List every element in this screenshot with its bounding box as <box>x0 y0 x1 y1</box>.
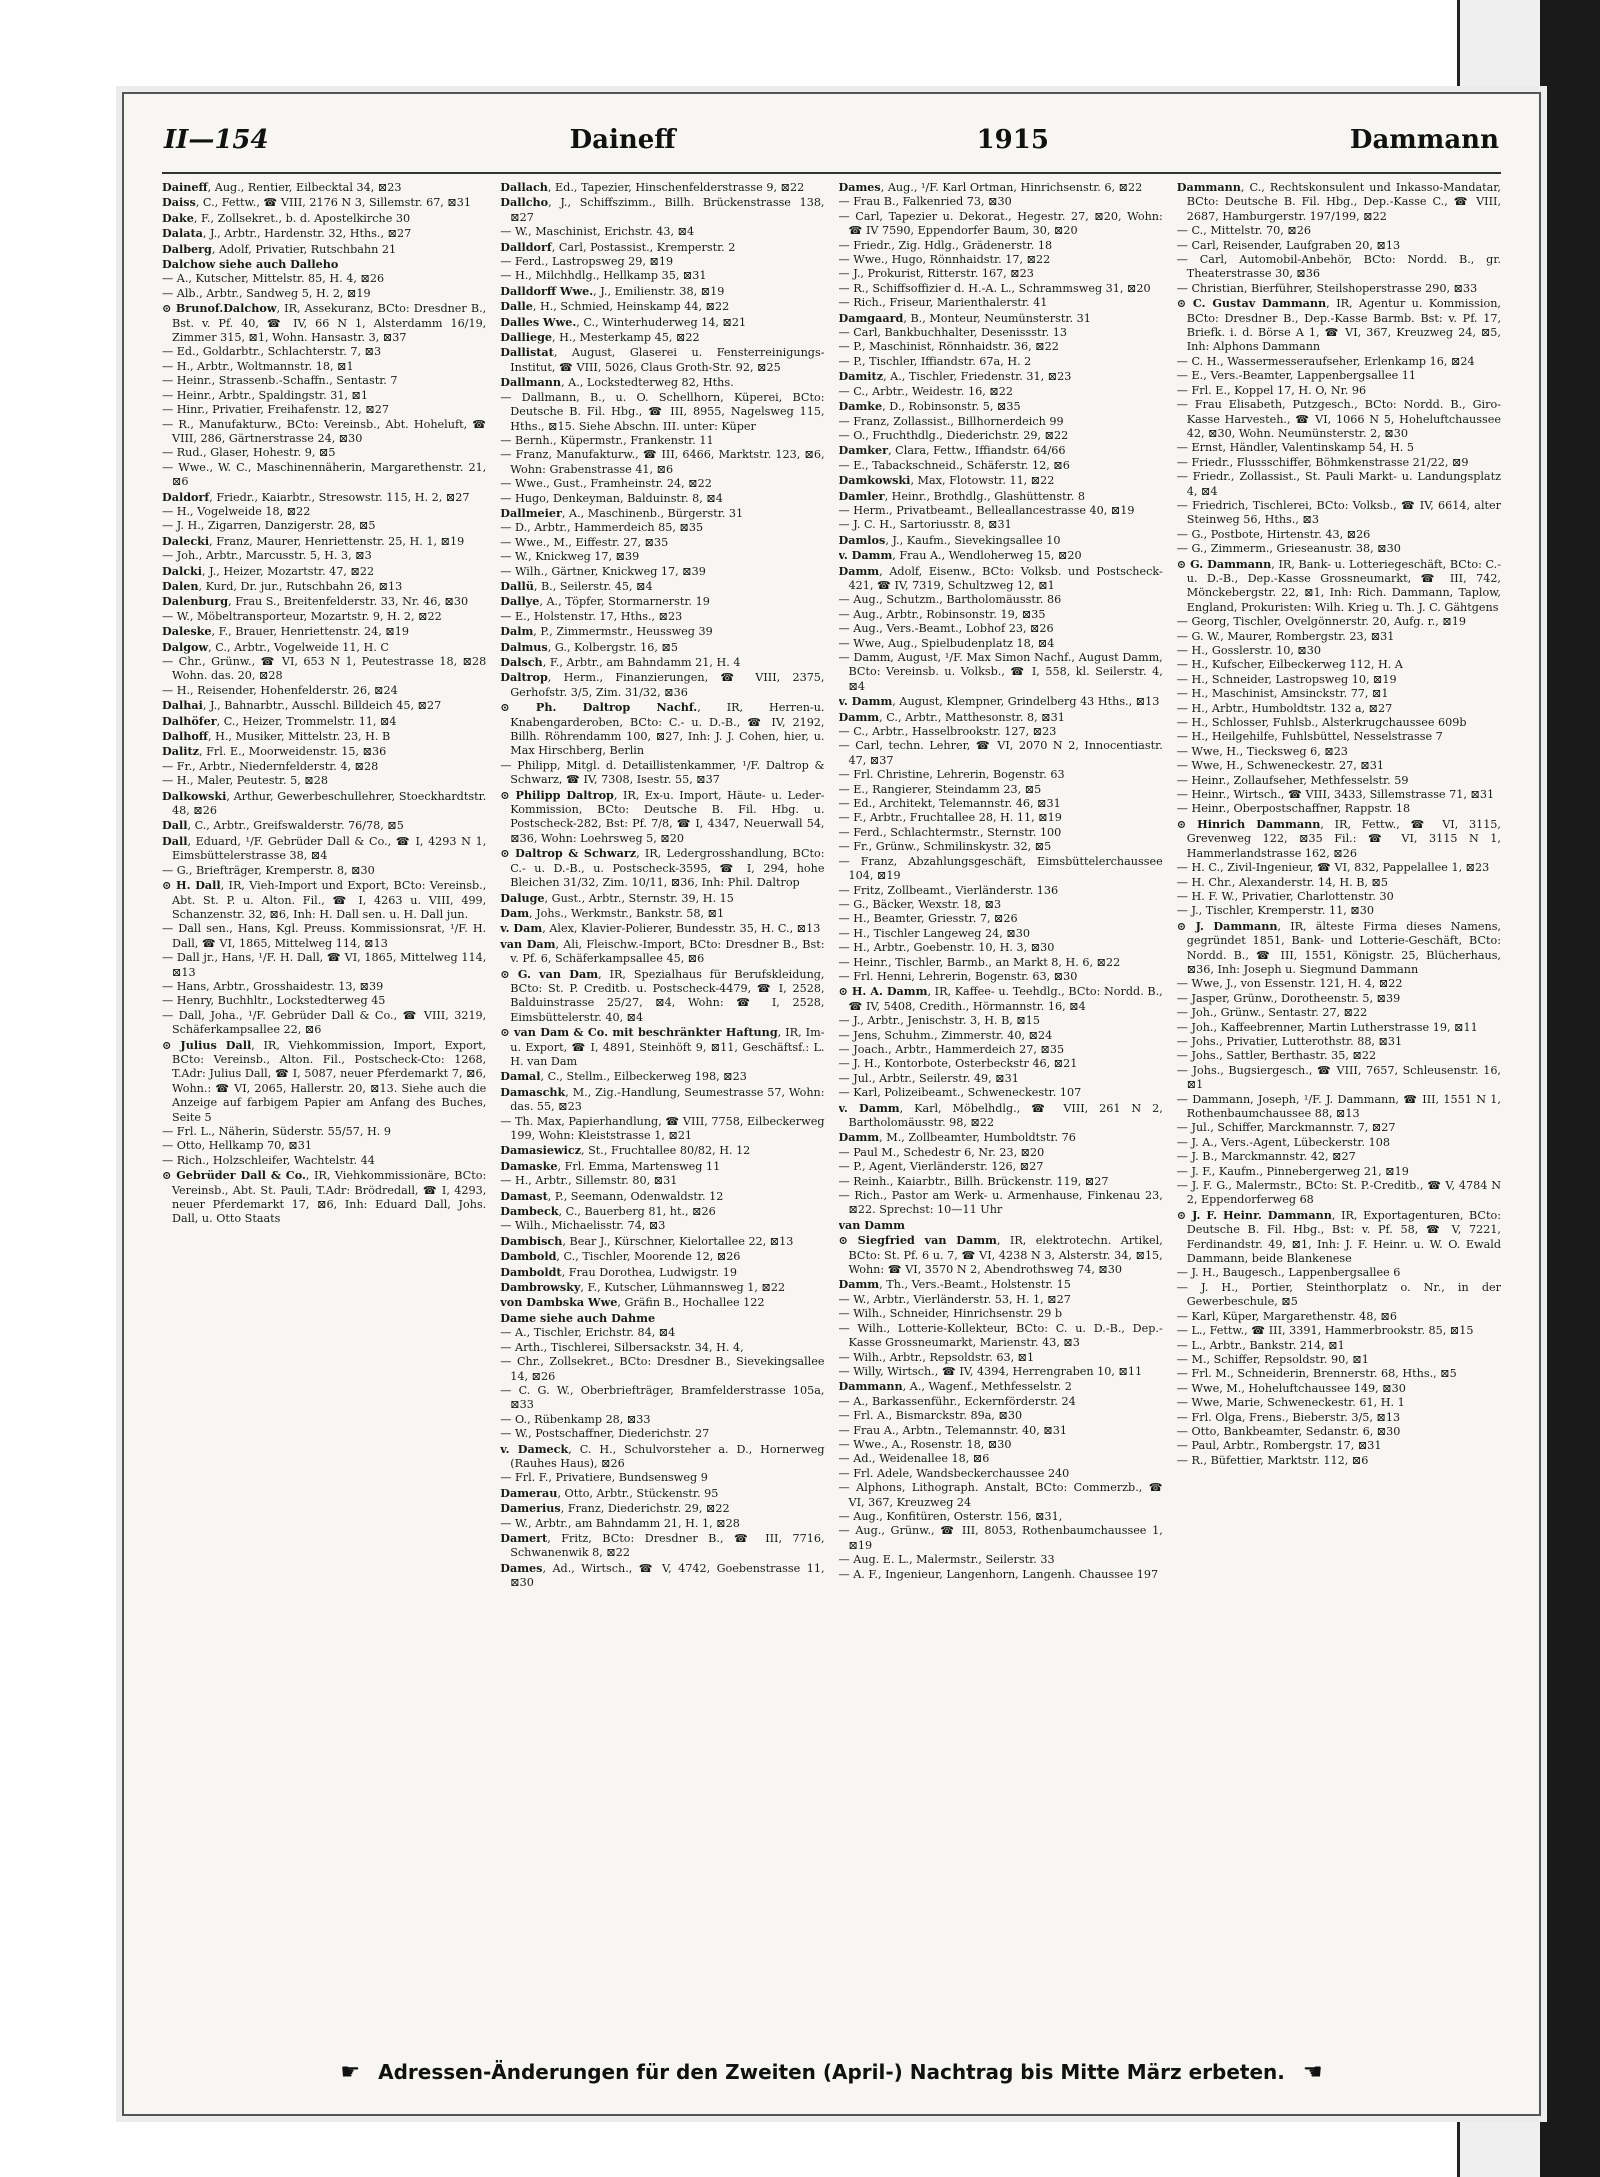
directory-entry: — Heinr., Zollaufseher, Methfesselstr. 59 <box>1176 773 1409 787</box>
directory-entry: Dames, Ad., Wirtsch., ☎ V, 4742, Goebenstrasse 11, ⊠30 <box>500 1560 825 1590</box>
directory-entry: — Chr., Grünw., ☎ VI, 653 N 1, Peutestrasse 18, ⊠28 Wohn. das. 20, ⊠28 <box>162 655 487 683</box>
directory-entry: — G., Briefträger, Kremperstr. 8, ⊠30 <box>162 863 375 877</box>
directory-entry: — A. F., Ingenieur, Langenhorn, Langenh. Chaussee 197 <box>838 1567 1159 1581</box>
directory-entry: — R., Büfettier, Marktstr. 112, ⊠6 <box>1176 1453 1369 1467</box>
directory-entry: Dammann, C., Rechtskonsulent und Inkasso-Mandatar, BCto: Deutsche B. Fil. Hbg., Dep.-Kasse C., ☎ VIII, 2687, Hamburgerstr. 197/199, ⊠22 <box>1176 180 1501 223</box>
directory-entry: — R., Schiffsoffizier d. H.-A. L., Schrammsweg 31, ⊠20 <box>838 281 1151 295</box>
directory-entry: ⊙ Philipp Daltrop, IR, Ex-u. Import, Häute- u. Leder-Kommission, BCto: Deutsche B. Fil. Hbg. u. Postscheck-282, Bst: Pf. 7/8, ☎ I, 4347, Neuerwall 54, ⊠36, Wohn: Loehrsweg 5, ⊠20 <box>500 787 825 845</box>
directory-entry: — H. Chr., Alexanderstr. 14, H. B, ⊠5 <box>1176 875 1389 889</box>
directory-entry: ⊙ Julius Dall, IR, Viehkommission, Import, Export, BCto: Vereinsb., Alton. Fil., Postscheck-Cto: 1268, T.Adr: Julius Dall, ☎ I, 5087, neuer Pferdemarkt 7, ⊠6, Wohn.: ☎ VI, 2065, Hallerstr. 20, ⊠13. Siehe auch die Anzeige auf farbigem Papier am Anfang des Buches, Seite 5 <box>162 1037 487 1124</box>
directory-entry: — Wwe, H., Schweneckestr. 27, ⊠31 <box>1176 759 1384 773</box>
directory-entry: — Aug., Arbtr., Robinsonstr. 19, ⊠35 <box>838 607 1046 621</box>
directory-entry: — C. H., Wassermesseraufseher, Erlenkamp 16, ⊠24 <box>1176 354 1475 368</box>
directory-entry: — Wwe, M., Hoheluftchaussee 149, ⊠30 <box>1176 1381 1406 1395</box>
directory-entry: ⊙ Daltrop & Schwarz, IR, Ledergrosshandlung, BCto: C.- u. D.-B., u. Postscheck-3595, ☎ I, 294, hohe Bleichen 31/32, Zim. 10/11, ⊠36, Inh: Phil. Daltrop <box>500 846 825 890</box>
directory-entry: — C., Arbtr., Weidestr. 16, ⊠22 <box>838 384 1013 398</box>
directory-entry: — Karl, Küper, Margarethenstr. 48, ⊠6 <box>1176 1309 1397 1323</box>
directory-entry: — W., Maschinist, Erichstr. 43, ⊠4 <box>500 225 695 239</box>
directory-entry: — Herm., Privatbeamt., Belleallancestrasse 40, ⊠19 <box>838 503 1135 517</box>
directory-entry: — Ferd., Lastropsweg 29, ⊠19 <box>500 255 674 269</box>
directory-entry: — Ferd., Schlachtermstr., Sternstr. 100 <box>838 825 1062 839</box>
directory-entry: — Heinr., Wirtsch., ☎ VIII, 3433, Sillemstrasse 71, ⊠31 <box>1176 788 1495 802</box>
directory-entry: ⊙ Ph. Daltrop Nachf., IR, Herren-u. Knabengarderoben, BCto: C.- u. D.-B., ☎ IV, 2192, Billh. Röhrendamm 100, ⊠27, Inh: J. J. Cohen, hier, u. Max Hirschberg, Berlin <box>500 700 825 758</box>
directory-entry: — Alb., Arbtr., Sandweg 5, H. 2, ⊠19 <box>162 286 371 300</box>
directory-entry: — W., Arbtr., am Bahndamm 21, H. 1, ⊠28 <box>500 1516 740 1530</box>
directory-entry: Damaske, Frl. Emma, Martensweg 11 <box>500 1158 721 1173</box>
directory-entry: — E., Vers.-Beamter, Lappenbergsallee 11 <box>1176 369 1417 383</box>
directory-entry: Dalata, J., Arbtr., Hardenstr. 32, Hths., ⊠27 <box>162 226 412 241</box>
directory-entry: — Aug., Konfitüren, Osterstr. 156, ⊠31, <box>838 1509 1063 1523</box>
directory-entry: — H., Maler, Peutestr. 5, ⊠28 <box>162 774 328 788</box>
directory-entry: — J. H., Portier, Steinthorplatz o. Nr., in der Gewerbeschule, ⊠5 <box>1176 1280 1501 1309</box>
directory-entry: — O., Rübenkamp 28, ⊠33 <box>500 1412 651 1426</box>
directory-entry: — Frau Elisabeth, Putzgesch., BCto: Nordd. B., Giro-Kasse Harvesteh., ☎ VI, 1066 N 5, Hoheluftchaussee 42, ⊠30, Wohn. Neumünsterstr. 2, ⊠30 <box>1176 398 1501 440</box>
header-year: 1915 <box>976 125 1049 155</box>
directory-entry: Daldorf, Friedr., Kaiarbtr., Stresowstr. 115, H. 2, ⊠27 <box>162 489 470 504</box>
directory-entry: — Wilh., Gärtner, Knickweg 17, ⊠39 <box>500 564 706 578</box>
directory-entry: Dallmann, A., Lockstedterweg 82, Hths. <box>500 375 734 390</box>
directory-entry: — Heinr., Arbtr., Spaldingstr. 31, ⊠1 <box>162 388 369 402</box>
directory-entry: Dalldorff Wwe., J., Emilienstr. 38, ⊠19 <box>500 283 725 298</box>
directory-entry: — H. C., Zivil-Ingenieur, ☎ VI, 832, Pappelallee 1, ⊠23 <box>1176 861 1490 875</box>
directory-entry: — Franz, Zollassist., Billhornerdeich 99 <box>838 414 1064 428</box>
directory-entry: — Franz, Manufakturw., ☎ III, 6466, Marktstr. 123, ⊠6, Wohn: Grabenstrasse 41, ⊠6 <box>500 448 825 476</box>
header-first-entry: Daineff <box>569 125 676 155</box>
directory-entry: — G. W., Maurer, Rombergstr. 23, ⊠31 <box>1176 629 1395 643</box>
directory-entry: — L., Fettw., ☎ III, 3391, Hammerbrookstr. 85, ⊠15 <box>1176 1324 1474 1338</box>
column-2 <box>500 180 824 2044</box>
directory-entry: — P., Maschinist, Rönnhaidstr. 36, ⊠22 <box>838 340 1059 354</box>
directory-entry: — H., Gosslerstr. 10, ⊠30 <box>1176 644 1322 657</box>
directory-entry: van Damm <box>838 1217 905 1232</box>
directory-entry: — E., Tabackschneid., Schäferstr. 12, ⊠6 <box>838 458 1070 472</box>
directory-entry: — O., Fruchthdlg., Diederichstr. 29, ⊠22 <box>838 428 1069 442</box>
directory-entry: — J. H., Kontorbote, Osterbeckstr 46, ⊠21 <box>838 1057 1078 1071</box>
directory-entry: ⊙ Brunof.Dalchow, IR, Assekuranz, BCto: Dresdner B., Bst. v. Pf. 40, ☎ IV, 66 N 1, Alsterdamm 16/19, Zimmer 315, ⊠1, Wohn. Hansastr. 3, ⊠37 <box>162 301 487 345</box>
directory-entry: — Heinr., Strassenb.-Schaffn., Sentastr. 7 <box>162 374 398 388</box>
directory-entry: Dalm, P., Zimmermstr., Heussweg 39 <box>500 624 713 639</box>
directory-entry: — Rich., Pastor am Werk- u. Armenhause, Finkenau 23, ⊠22. Sprechst: 10—11 Uhr <box>838 1189 1163 1217</box>
directory-entry: — Karl, Polizeibeamt., Schweneckestr. 107 <box>838 1086 1082 1100</box>
directory-entry: v. Dameck, C. H., Schulvorsteher a. D., Hornerweg (Rauhes Haus), ⊠26 <box>500 1441 825 1470</box>
directory-entry: — P., Agent, Vierländerstr. 126, ⊠27 <box>838 1160 1044 1174</box>
directory-entry: ⊙ J. F. Heinr. Dammann, IR, Exportagenturen, BCto: Deutsche B. Fil. Hbg., Bst: v. Pf. 58, ☎ V, 7221, Ferdinandstr. 49, ⊠1, Inh: J. F. Heinr. u. W. O. Ewald Dammann, beide Blankenese <box>1176 1207 1501 1266</box>
directory-entry: — Joh., Grünw., Sentastr. 27, ⊠22 <box>1176 1006 1368 1020</box>
directory-entry: Dames, Aug., ¹/F. Karl Ortman, Hinrichsenstr. 6, ⊠22 <box>838 180 1143 194</box>
directory-entry: Damm, C., Arbtr., Matthesonstr. 8, ⊠31 <box>838 709 1065 724</box>
directory-entry: — E., Holstenstr. 17, Hths., ⊠23 <box>500 609 683 623</box>
directory-entry: — Wwe, H., Tiecksweg 6, ⊠23 <box>1176 744 1348 758</box>
directory-entry: — Carl, Reisender, Laufgraben 20, ⊠13 <box>1176 238 1401 252</box>
directory-entry: — H., Arbtr., Woltmannstr. 18, ⊠1 <box>162 359 354 373</box>
directory-entry: — Bernh., Küpermstr., Frankenstr. 11 <box>500 433 714 447</box>
directory-entry: — Wwe., A., Rosenstr. 18, ⊠30 <box>838 1437 1012 1451</box>
page-header <box>164 116 1499 164</box>
directory-entry: — Dall jr., Hans, ¹/F. H. Dall, ☎ VI, 1865, Mittelweg 114, ⊠13 <box>162 951 487 979</box>
directory-entry: — H., Vogelweide 18, ⊠22 <box>162 504 311 518</box>
directory-entry: — Rich., Holzschleifer, Wachtelstr. 44 <box>162 1153 375 1167</box>
directory-entry: Dalldorf, Carl, Postassist., Kremperstr. 2 <box>500 239 736 254</box>
directory-entry: — Aug., Schutzm., Bartholomäusstr. 86 <box>838 593 1062 607</box>
directory-entry: — Frl. Olga, Frens., Bieberstr. 3/5, ⊠13 <box>1176 1410 1401 1424</box>
directory-entry: — A., Barkassenführ., Eckernförderstr. 24 <box>838 1394 1076 1408</box>
directory-entry: — Johs., Bugsiergesch., ☎ VIII, 7657, Schleusenstr. 16, ⊠1 <box>1176 1063 1501 1092</box>
directory-entry: — Georg, Tischler, Ovelgönnerstr. 20, Aufg. r., ⊠19 <box>1176 615 1466 629</box>
directory-entry: Damaschk, M., Zig.-Handlung, Seumestrasse 57, Wohn: das. 55, ⊠23 <box>500 1084 825 1114</box>
directory-entry: Damler, Heinr., Brothdlg., Glashüttenstr. 8 <box>838 488 1085 503</box>
directory-entry: ⊙ C. Gustav Dammann, IR, Agentur u. Kommission, BCto: Dresdner B., Dep.-Kasse Barmb. Bst: v. Pf. 17, Briefk. i. d. Börse A 1, ☎ VI, 367, Kreuzweg 24, ⊠5, Inh: Alphons Dammann <box>1176 296 1501 354</box>
directory-entry: — Wwe., M., Eiffestr. 27, ⊠35 <box>500 535 669 549</box>
directory-entry: Daineff, Aug., Rentier, Eilbecktal 34, ⊠23 <box>162 180 402 194</box>
directory-page <box>122 92 1541 2116</box>
directory-entry: Dalgow, C., Arbtr., Vogelweide 11, H. C <box>162 639 389 654</box>
directory-entry: Dammann, A., Wagenf., Methfesselstr. 2 <box>838 1379 1072 1394</box>
directory-entry: — J. C. H., Sartoriusstr. 8, ⊠31 <box>838 518 1012 532</box>
directory-entry: Damm, Adolf, Eisenw., BCto: Volksb. und Postscheck-421, ☎ IV, 7319, Schultzweg 12, ⊠1 <box>838 563 1163 592</box>
directory-entry: Daluge, Gust., Arbtr., Sternstr. 39, H. 15 <box>500 890 734 905</box>
directory-entry: Dallistat, August, Glaserei u. Fensterreinigungs-Institut, ☎ VIII, 5026, Claus Groth-Str. 92, ⊠25 <box>500 345 825 374</box>
directory-entry: — Damm, August, ¹/F. Max Simon Nachf., August Damm, BCto: Vereinsb. u. Volksb., ☎ I, 558, kl. Seilerstr. 4, ⊠4 <box>838 651 1163 693</box>
directory-entry: Dalles Wwe., C., Winterhuderweg 14, ⊠21 <box>500 314 747 329</box>
directory-entry: — H., Milchhdlg., Hellkamp 35, ⊠31 <box>500 269 707 283</box>
directory-entry: — Otto, Hellkamp 70, ⊠31 <box>162 1139 313 1153</box>
directory-entry: — Frau B., Falkenried 73, ⊠30 <box>838 195 1012 209</box>
directory-entry: — Wwe, J., von Essenstr. 121, H. 4, ⊠22 <box>1176 977 1403 991</box>
directory-entry: — C. G. W., Oberbriefträger, Bramfelderstrasse 105a, ⊠33 <box>500 1383 825 1412</box>
pointing-hand-right-icon: ☚ <box>1302 2059 1323 2085</box>
directory-entry: — R., Manufakturw., BCto: Vereinsb., Abt. Hoheluft, ☎ VIII, 286, Gärtnerstrasse 24, ⊠30 <box>162 417 487 445</box>
directory-entry: ⊙ Siegfried van Damm, IR, elektrotechn. Artikel, BCto: St. Pf. 6 u. 7, ☎ VI, 4238 N 3, Alsterstr. 34, ⊠15, Wohn: ☎ VI, 3570 N 2, Abendrothsweg 74, ⊠30 <box>838 1233 1163 1277</box>
directory-entry: — Friedr., Zollassist., St. Pauli Markt- u. Landungsplatz 4, ⊠4 <box>1176 470 1501 498</box>
directory-entry: — Frau A., Arbtn., Telemannstr. 40, ⊠31 <box>838 1423 1068 1437</box>
directory-entry: — Frl. Christine, Lehrerin, Bogenstr. 63 <box>838 768 1065 782</box>
directory-entry: — H. F. W., Privatier, Charlottenstr. 30 <box>1176 889 1394 903</box>
directory-entry: ⊙ J. Dammann, IR, älteste Firma dieses Namens, gegründet 1851, Bank- und Lotterie-Geschäft, BCto: Nordd. B., ☎ III, 1551, Königstr. 25, Blücherhaus, ⊠36, Inh: Joseph u. Siegmund Dammann <box>1176 918 1501 976</box>
directory-entry: Dalberg, Adolf, Privatier, Rutschbahn 21 <box>162 241 397 256</box>
directory-entry: Damgaard, B., Monteur, Neumünsterstr. 31 <box>838 310 1091 325</box>
directory-entry: — Arth., Tischlerei, Silbersackstr. 34, H. 4, <box>500 1340 744 1354</box>
directory-entry: Dallye, A., Töpfer, Stormarnerstr. 19 <box>500 594 710 609</box>
directory-entry: — Joh., Kaffeebrenner, Martin Lutherstrasse 19, ⊠11 <box>1176 1020 1478 1034</box>
directory-entry: — Frl. M., Schneiderin, Brennerstr. 68, Hths., ⊠5 <box>1176 1367 1457 1381</box>
directory-entry: Dalcki, J., Heizer, Mozartstr. 47, ⊠22 <box>162 563 375 578</box>
directory-entry: — Carl, Automobil-Anbehör, BCto: Nordd. B., gr. Theaterstrasse 30, ⊠36 <box>1176 253 1501 281</box>
directory-entry: Dallach, Ed., Tapezier, Hinschenfelderstrasse 9, ⊠22 <box>500 180 805 194</box>
directory-entry: — Chr., Zollsekret., BCto: Dresdner B., Sievekingsallee 14, ⊠26 <box>500 1355 825 1383</box>
directory-entry: — Johs., Privatier, Lutterothstr. 88, ⊠31 <box>1176 1034 1403 1048</box>
directory-entry: — H., Arbtr., Humboldtstr. 132 a, ⊠27 <box>1176 701 1393 715</box>
directory-entry: Dambeck, C., Bauerberg 81, ht., ⊠26 <box>500 1204 716 1219</box>
directory-entry: — Carl, Tapezier u. Dekorat., Hegestr. 27, ⊠20, Wohn: ☎ IV 7590, Eppendorfer Baum, 30, ⊠20 <box>838 209 1163 238</box>
directory-entry: Dalenburg, Frau S., Breitenfelderstr. 33, Nr. 46, ⊠30 <box>162 594 469 609</box>
directory-entry: — J. H., Baugesch., Lappenbergsallee 6 <box>1176 1266 1401 1280</box>
directory-entry: — Henry, Buchhltr., Lockstedterweg 45 <box>162 994 386 1008</box>
column-3 <box>839 180 1163 2044</box>
directory-entry: — C., Arbtr., Hasselbrookstr. 127, ⊠23 <box>838 725 1057 739</box>
directory-entry: — W., Arbtr., Vierländerstr. 53, H. 1, ⊠27 <box>838 1292 1071 1306</box>
directory-entry: Dall, Eduard, ¹/F. Gebrüder Dall & Co., ☎ I, 4293 N 1, Eimsbüttelerstrasse 38, ⊠4 <box>162 833 487 863</box>
directory-entry: Dambisch, Bear J., Kürschner, Kielortallee 22, ⊠13 <box>500 1233 794 1248</box>
directory-entry: — Dammann, Joseph, ¹/F. J. Dammann, ☎ III, 1551 N 1, Rothenbaumchaussee 88, ⊠13 <box>1176 1092 1501 1120</box>
directory-entry: Dalhöfer, C., Heizer, Trommelstr. 11, ⊠4 <box>162 713 397 728</box>
directory-entry: Dalecki, Franz, Maurer, Henriettenstr. 25, H. 1, ⊠19 <box>162 533 465 548</box>
directory-entry: — Aug., Vers.-Beamt., Lobhof 23, ⊠26 <box>838 622 1054 636</box>
directory-entry: — C., Mittelstr. 70, ⊠26 <box>1176 224 1311 238</box>
directory-entry: — Joh., Arbtr., Marcusstr. 5, H. 3, ⊠3 <box>162 549 372 563</box>
directory-entry: — Frl. Henni, Lehrerin, Bogenstr. 63, ⊠30 <box>838 969 1078 983</box>
directory-entry: Damast, P., Seemann, Odenwaldstr. 12 <box>500 1188 724 1203</box>
directory-entry: — Rud., Glaser, Hohestr. 9, ⊠5 <box>162 446 336 460</box>
column-1 <box>162 180 486 2044</box>
directory-entry: — Wwe., Hugo, Rönnhaidstr. 17, ⊠22 <box>838 253 1051 267</box>
directory-entry: — Dallmann, B., u. O. Schellhorn, Küperei, BCto: Deutsche B. Fil. Hbg., ☎ III, 8955, Nagelsweg 115, Hths., ⊠15. Siehe Abschn. III. unter: Küper <box>500 390 825 433</box>
directory-entry: — Fritz, Zollbeamt., Vierländerstr. 136 <box>838 883 1059 897</box>
directory-entry: — G., Bäcker, Wexstr. 18, ⊠3 <box>838 897 1002 911</box>
directory-entry: ⊙ G. Dammann, IR, Bank- u. Lotteriegeschäft, BCto: C.- u. D.-B., Dep.-Kasse Grossneumarkt, ☎ III, 742, Mönckebergstr. 22, ⊠1, Inh: Rich. Dammann, Taplow, England, Prokuristen: Wilh. Krieg u. Th. J. C. Gähtgens <box>1176 556 1501 614</box>
directory-entry: — Dall, Joha., ¹/F. Gebrüder Dall & Co., ☎ VIII, 3219, Schäferkampsallee 22, ⊠6 <box>162 1008 487 1037</box>
directory-entry: — Friedrich, Tischlerei, BCto: Volksb., ☎ IV, 6614, alter Steinweg 56, Hths., ⊠3 <box>1176 498 1501 527</box>
directory-entry: — W., Postschaffner, Diederichstr. 27 <box>500 1427 710 1441</box>
directory-entry: Dall, C., Arbtr., Greifswalderstr. 76/78, ⊠5 <box>162 818 404 833</box>
directory-entry: — Otto, Bankbeamter, Sedanstr. 6, ⊠30 <box>1176 1424 1401 1438</box>
page-number: II—154 <box>164 125 269 155</box>
directory-entry: — Wwe, Marie, Schweneckestr. 61, H. 1 <box>1176 1396 1405 1410</box>
directory-entry: ⊙ van Dam & Co. mit beschränkter Haftung, IR, Im- u. Export, ☎ I, 4891, Steinhöft 9, ⊠11, Geschäftsf.: L. H. van Dam <box>500 1025 825 1068</box>
directory-entry: — H., Tischler Langeweg 24, ⊠30 <box>838 926 1030 940</box>
directory-entry: — J. F., Kaufm., Pinnebergerweg 21, ⊠19 <box>1176 1164 1409 1178</box>
directory-entry: Damasiewicz, St., Fruchtallee 80/82, H. 12 <box>500 1143 751 1158</box>
header-rule <box>162 172 1501 174</box>
directory-entry: — Friedr., Flussschiffer, Böhmkenstrasse 21/22, ⊠9 <box>1176 455 1469 469</box>
directory-entry: — Heinr., Oberpostschaffner, Rappstr. 18 <box>1176 802 1411 816</box>
directory-entry: Dalhai, J., Bahnarbtr., Ausschl. Billdeich 45, ⊠27 <box>162 698 442 713</box>
directory-entry: — A., Kutscher, Mittelstr. 85, H. 4, ⊠26 <box>162 272 385 286</box>
directory-entry: Dalle, H., Schmied, Heinskamp 44, ⊠22 <box>500 299 730 314</box>
directory-entry: Dambrowsky, F., Kutscher, Lühmannsweg 1, ⊠22 <box>500 1280 786 1295</box>
directory-entry: Daiss, C., Fettw., ☎ VIII, 2176 N 3, Sillemstr. 67, ⊠31 <box>162 195 472 210</box>
directory-entry: v. Damm, Karl, Möbelhdlg., ☎ VIII, 261 N 2, Bartholomäusstr. 98, ⊠22 <box>838 1100 1163 1129</box>
directory-entry: Dalitz, Frl. E., Moorweidenstr. 15, ⊠36 <box>162 744 387 759</box>
directory-entry: Dallü, B., Seilerstr. 45, ⊠4 <box>500 578 653 593</box>
directory-entry: — Wilh., Schneider, Hinrichsenstr. 29 b <box>838 1307 1063 1321</box>
directory-entry: Damitz, A., Tischler, Friedenstr. 31, ⊠23 <box>838 369 1072 384</box>
directory-entry: — H., Reisender, Hohenfelderstr. 26, ⊠24 <box>162 683 398 697</box>
entry-columns <box>162 180 1501 2044</box>
directory-entry: — Fr., Grünw., Schmilinskystr. 32, ⊠5 <box>838 840 1052 854</box>
directory-entry: — Dall sen., Hans, Kgl. Preuss. Kommissionsrat, ¹/F. H. Dall, ☎ VI, 1865, Mittelweg 114, ⊠13 <box>162 922 487 950</box>
directory-entry: — Wwe., W. C., Maschinennäherin, Margarethenstr. 21, ⊠6 <box>162 460 487 489</box>
directory-entry: — Frl. E., Koppel 17, H. O, Nr. 96 <box>1176 383 1367 397</box>
directory-entry: Damert, Fritz, BCto: Dresdner B., ☎ III, 7716, Schwanenwik 8, ⊠22 <box>500 1530 825 1560</box>
directory-entry: — Paul, Arbtr., Rombergstr. 17, ⊠31 <box>1176 1439 1382 1453</box>
directory-entry: — Willy, Wirtsch., ☎ IV, 4394, Herrengraben 10, ⊠11 <box>838 1364 1143 1378</box>
directory-entry: — J., Arbtr., Jenischstr. 3, H. B, ⊠15 <box>838 1014 1041 1028</box>
directory-entry: — H., Schlosser, Fuhlsb., Alsterkrugchaussee 609b <box>1176 716 1467 730</box>
directory-entry: ⊙ Gebrüder Dall & Co., IR, Viehkommissionäre, BCto: Vereinsb., Abt. St. Pauli, T.Adr: Brödredall, ☎ I, 4293, neuer Pferdemarkt 17, ⊠6, Inh: Eduard Dall, Johs. Dall, u. Otto Staats <box>162 1168 487 1226</box>
directory-entry: — Jul., Arbtr., Seilerstr. 49, ⊠31 <box>838 1071 1019 1085</box>
footer-text: Adressen-Änderungen für den Zweiten (April-) Nachtrag bis Mitte März erbeten. <box>378 2060 1285 2084</box>
directory-entry: — Ernst, Händler, Valentinskamp 54, H. 5 <box>1176 441 1415 455</box>
directory-entry: Dallmeier, A., Maschinenb., Bürgerstr. 31 <box>500 505 744 520</box>
directory-entry: — Jasper, Grünw., Dorotheenstr. 5, ⊠39 <box>1176 991 1401 1005</box>
directory-entry: Dam, Johs., Werkmstr., Bankstr. 58, ⊠1 <box>500 905 725 920</box>
directory-entry: — H., Schneider, Lastropsweg 10, ⊠19 <box>1176 672 1397 686</box>
directory-entry: Dalchow siehe auch Dalleho <box>162 257 339 272</box>
directory-entry: Damboldt, Frau Dorothea, Ludwigstr. 19 <box>500 1264 737 1279</box>
directory-entry: — J. A., Vers.-Agent, Lübeckerstr. 108 <box>1176 1135 1390 1149</box>
directory-entry: — Th. Max, Papierhandlung, ☎ VIII, 7758, Eilbeckerweg 199, Wohn: Kleiststrasse 1, ⊠21 <box>500 1114 825 1142</box>
directory-entry: — Aug., Grünw., ☎ III, 8053, Rothenbaumchaussee 1, ⊠19 <box>838 1524 1163 1552</box>
directory-entry: — J. F. G., Malermstr., BCto: St. P.-Creditb., ☎ V, 4784 N 2, Eppendorferweg 68 <box>1176 1179 1501 1207</box>
directory-entry: v. Dam, Alex, Klavier-Polierer, Bundesstr. 35, H. C., ⊠13 <box>500 921 821 936</box>
directory-entry: Damerius, Franz, Diederichstr. 29, ⊠22 <box>500 1501 730 1516</box>
header-last-entry: Dammann <box>1349 125 1499 155</box>
directory-entry: van Dam, Ali, Fleischw.-Import, BCto: Dresdner B., Bst: v. Pf. 6, Schäferkampsallee 45, ⊠6 <box>500 936 825 966</box>
directory-entry: — A., Tischler, Erichstr. 84, ⊠4 <box>500 1326 676 1340</box>
directory-entry: ⊙ H. Dall, IR, Vieh-Import und Export, BCto: Vereinsb., Abt. St. P. u. Alton. Fil., ☎ I, 4263 u. VIII, 499, Schanzenstr. 32, ⊠6, Inh: H. Dall sen. u. H. Dall jun. <box>162 878 487 921</box>
directory-entry: — D., Arbtr., Hammerdeich 85, ⊠35 <box>500 521 704 535</box>
directory-entry: — Jens, Schuhm., Zimmerstr. 40, ⊠24 <box>838 1028 1053 1042</box>
directory-entry: — Fr., Arbtr., Niedernfelderstr. 4, ⊠28 <box>162 759 379 773</box>
directory-entry: — Reinh., Kaiarbtr., Billh. Brückenstr. 119, ⊠27 <box>838 1174 1109 1188</box>
directory-entry: — Johs., Sattler, Berthastr. 35, ⊠22 <box>1176 1049 1377 1063</box>
directory-entry: Dallcho, J., Schiffszimm., Billh. Brückenstrasse 138, ⊠27 <box>500 195 825 224</box>
directory-entry: — J. B., Marckmannstr. 42, ⊠27 <box>1176 1150 1356 1164</box>
directory-entry: ⊙ G. van Dam, IR, Spezialhaus für Berufskleidung, BCto: St. P. Creditb. u. Postscheck-4479, ☎ I, 2528, Balduinstrasse 25/27, ⊠4, Wohn: ☎ I, 2528, Eimsbüttelerstr. 40, ⊠4 <box>500 966 825 1024</box>
directory-entry: ⊙ H. A. Damm, IR, Kaffee- u. Teehdlg., BCto: Nordd. B., ☎ IV, 5408, Credith., Hörmannstr. 16, ⊠4 <box>838 984 1163 1013</box>
directory-entry: — Hugo, Denkeyman, Balduinstr. 8, ⊠4 <box>500 491 723 505</box>
directory-entry: — Ad., Weidenallee 18, ⊠6 <box>838 1452 990 1466</box>
directory-entry: — L., Arbtr., Bankstr. 214, ⊠1 <box>1176 1338 1345 1352</box>
directory-entry: — Philipp, Mitgl. d. Detaillistenkammer, ¹/F. Daltrop & Schwarz, ☎ IV, 7308, Isestr. 55, ⊠37 <box>500 758 825 787</box>
directory-entry: — Frl. L., Näherin, Süderstr. 55/57, H. 9 <box>162 1125 391 1138</box>
directory-entry: — Frl. A., Bismarckstr. 89a, ⊠30 <box>838 1409 1023 1423</box>
directory-entry: — G., Postbote, Hirtenstr. 43, ⊠26 <box>1176 527 1371 541</box>
directory-entry: Dalmus, G., Kolbergstr. 16, ⊠5 <box>500 639 679 654</box>
directory-entry: — Franz, Abzahlungsgeschäft, Eimsbüttelerchaussee 104, ⊠19 <box>838 854 1163 883</box>
directory-entry: von Dambska Wwe, Gräfin B., Hochallee 122 <box>500 1295 765 1310</box>
directory-entry: Dake, F., Zollsekret., b. d. Apostelkirche 30 <box>162 210 411 225</box>
directory-entry: — Frl. Adele, Wandsbeckerchaussee 240 <box>838 1466 1070 1480</box>
directory-entry: — Wilh., Lotterie-Kollekteur, BCto: C. u. D.-B., Dep.-Kasse Grossneumarkt, Marienstr. 43, ⊠3 <box>838 1321 1163 1350</box>
directory-entry: — Frl. F., Privatiere, Bundsensweg 9 <box>500 1471 708 1485</box>
directory-entry: Dame siehe auch Dahme <box>500 1310 656 1325</box>
directory-entry: — M., Schiffer, Repsoldstr. 90, ⊠1 <box>1176 1352 1369 1366</box>
directory-entry: Damerau, Otto, Arbtr., Stückenstr. 95 <box>500 1485 719 1500</box>
directory-entry: — W., Knickweg 17, ⊠39 <box>500 550 640 564</box>
directory-entry: — H., Kufscher, Eilbeckerweg 112, H. A <box>1176 658 1403 672</box>
directory-entry: — Aug. E. L., Malermstr., Seilerstr. 33 <box>838 1553 1055 1567</box>
directory-entry: Daleske, F., Brauer, Henriettenstr. 24, ⊠19 <box>162 624 409 639</box>
directory-entry: Dalhoff, H., Musiker, Mittelstr. 23, H. B <box>162 729 391 744</box>
pointing-hand-left-icon: ☛ <box>340 2059 361 2085</box>
directory-entry: — J., Prokurist, Ritterstr. 167, ⊠23 <box>838 267 1034 281</box>
directory-entry: v. Damm, August, Klempner, Grindelberg 43 Hths., ⊠13 <box>838 694 1160 709</box>
directory-entry: — Christian, Bierführer, Steilshoperstrasse 290, ⊠33 <box>1176 281 1478 295</box>
directory-entry: — Joach., Arbtr., Hammerdeich 27, ⊠35 <box>838 1042 1065 1056</box>
directory-entry: — P., Tischler, Iffiandstr. 67a, H. 2 <box>838 354 1032 368</box>
directory-entry: — E., Rangierer, Steindamm 23, ⊠5 <box>838 782 1042 796</box>
directory-entry: — Wwe, Aug., Spielbudenplatz 18, ⊠4 <box>838 636 1055 650</box>
directory-entry: — Friedr., Zig. Hdlg., Grädenerstr. 18 <box>838 238 1053 252</box>
directory-entry: — Carl, techn. Lehrer, ☎ VI, 2070 N 2, Innocentiastr. 47, ⊠37 <box>838 739 1163 767</box>
footer-notice <box>164 2058 1499 2086</box>
directory-entry: — Paul M., Schedestr 6, Nr. 23, ⊠20 <box>838 1145 1045 1159</box>
directory-entry: — H., Beamter, Griesstr. 7, ⊠26 <box>838 912 1018 926</box>
directory-entry: Damm, M., Zollbeamter, Humboldtstr. 76 <box>838 1130 1076 1145</box>
directory-entry: ⊙ Hinrich Dammann, IR, Fettw., ☎ VI, 3115, Grevenweg 122, ⊠35 Fil.: ☎ VI, 3115 N 1, Hammerlandstrasse 162, ⊠26 <box>1176 816 1501 860</box>
directory-entry: — Ed., Goldarbtr., Schlachterstr. 7, ⊠3 <box>162 345 382 359</box>
directory-entry: — Wilh., Michaelisstr. 74, ⊠3 <box>500 1219 666 1233</box>
directory-entry: — Jul., Schiffer, Marckmannstr. 7, ⊠27 <box>1176 1121 1396 1135</box>
directory-entry: — Wilh., Arbtr., Repsoldstr. 63, ⊠1 <box>838 1350 1035 1364</box>
directory-entry: — J., Tischler, Kremperstr. 11, ⊠30 <box>1176 904 1374 918</box>
scanner-shadow <box>1540 0 1600 2177</box>
directory-entry: — H., Arbtr., Sillemstr. 80, ⊠31 <box>500 1174 678 1188</box>
directory-entry: — Carl, Bankbuchhalter, Desenissstr. 13 <box>838 326 1067 340</box>
directory-entry: v. Damm, Frau A., Wendloherweg 15, ⊠20 <box>838 548 1082 563</box>
directory-entry: — J. H., Zigarren, Danzigerstr. 28, ⊠5 <box>162 519 376 533</box>
column-4 <box>1177 180 1501 2044</box>
directory-entry: Damal, C., Stellm., Eilbeckerweg 198, ⊠23 <box>500 1069 747 1084</box>
directory-entry: — H., Heilgehilfe, Fuhlsbüttel, Nesselstrasse 7 <box>1176 730 1443 744</box>
directory-entry: — Wwe., Gust., Framheinstr. 24, ⊠22 <box>500 477 712 491</box>
directory-entry: — H., Maschinist, Amsinckstr. 77, ⊠1 <box>1176 687 1389 701</box>
directory-entry: Dambold, C., Tischler, Moorende 12, ⊠26 <box>500 1249 741 1264</box>
directory-entry: — Hinr., Privatier, Freihafenstr. 12, ⊠27 <box>162 403 390 417</box>
directory-entry: Daltrop, Herm., Finanzierungen, ☎ VIII, 2375, Gerhofstr. 3/5, Zim. 31/32, ⊠36 <box>500 670 825 699</box>
directory-entry: — Alphons, Lithograph. Anstalt, BCto: Commerzb., ☎ VI, 367, Kreuzweg 24 <box>838 1481 1163 1509</box>
directory-entry: — Hans, Arbtr., Grosshaidestr. 13, ⊠39 <box>162 979 384 993</box>
directory-entry: — F., Arbtr., Fruchtallee 28, H. 11, ⊠19 <box>838 811 1062 825</box>
directory-entry: — Ed., Architekt, Telemannstr. 46, ⊠31 <box>838 797 1061 811</box>
directory-entry: Damm, Th., Vers.-Beamt., Holstenstr. 15 <box>838 1277 1071 1292</box>
directory-entry: Damkowski, Max, Flotowstr. 11, ⊠22 <box>838 473 1055 488</box>
directory-entry: — Rich., Friseur, Marienthalerstr. 41 <box>838 296 1048 310</box>
directory-entry: Damlos, J., Kaufm., Sievekingsallee 10 <box>838 532 1061 547</box>
directory-entry: — W., Möbeltransporteur, Mozartstr. 9, H. 2, ⊠22 <box>162 609 442 623</box>
directory-entry: — Heinr., Tischler, Barmb., an Markt 8, H. 6, ⊠22 <box>838 955 1121 969</box>
directory-entry: Damke, D., Robinsonstr. 5, ⊠35 <box>838 399 1021 414</box>
directory-entry: Dalsch, F., Arbtr., am Bahndamm 21, H. 4 <box>500 655 741 669</box>
directory-entry: Damker, Clara, Fettw., Iffiandstr. 64/66 <box>838 443 1066 458</box>
directory-entry: Dalen, Kurd, Dr. jur., Rutschbahn 26, ⊠13 <box>162 578 403 593</box>
directory-entry: — H., Arbtr., Goebenstr. 10, H. 3, ⊠30 <box>838 941 1055 955</box>
directory-entry: Dalkowski, Arthur, Gewerbeschullehrer, Stoeckhardtstr. 48, ⊠26 <box>162 788 487 818</box>
directory-entry: Dalliege, H., Mesterkamp 45, ⊠22 <box>500 330 700 345</box>
directory-entry: — G., Zimmerm., Grieseanustr. 38, ⊠30 <box>1176 542 1401 556</box>
